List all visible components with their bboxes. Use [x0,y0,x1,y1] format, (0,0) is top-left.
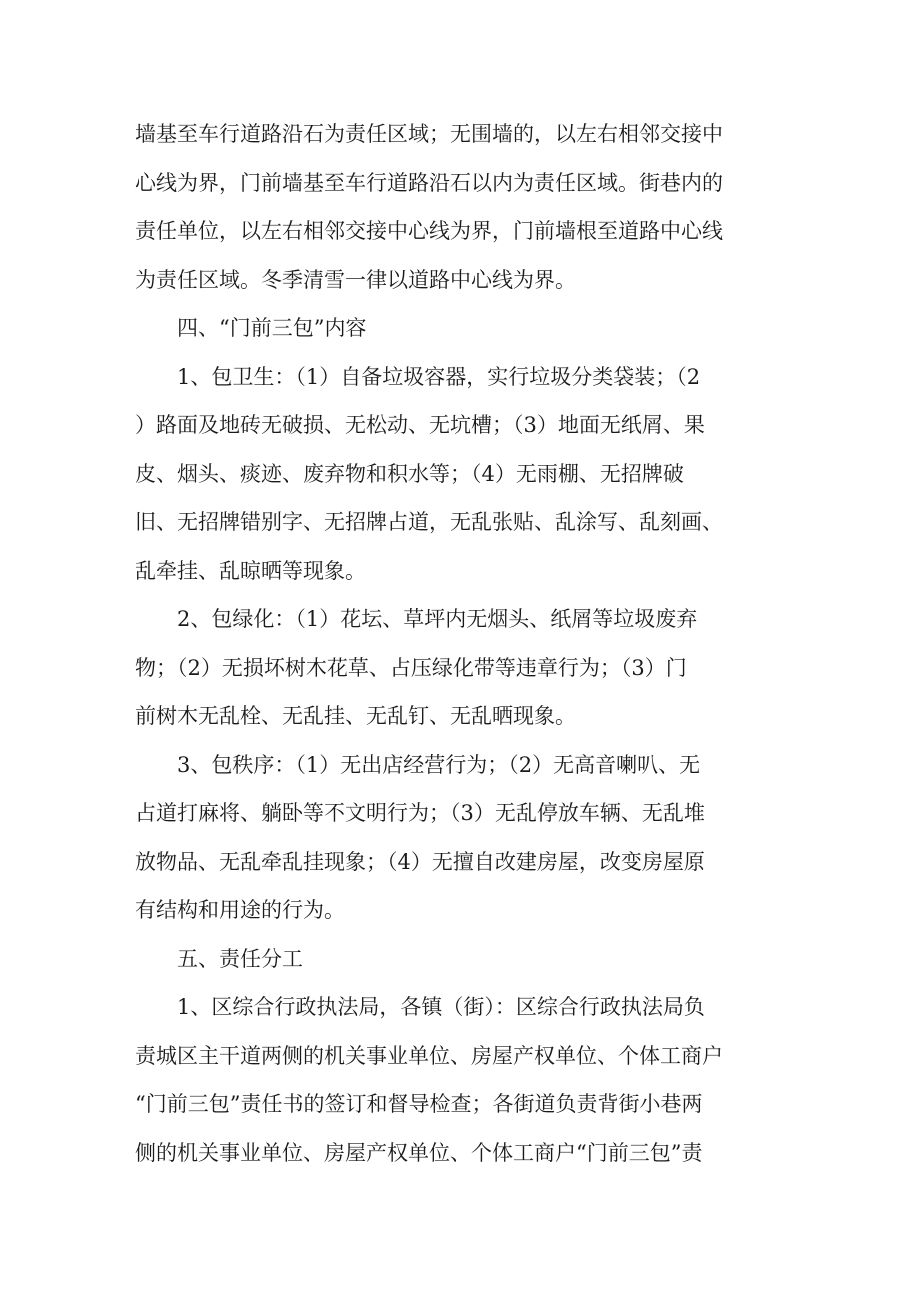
text-line: 放物品、无乱牵乱挂现象；（4）无擅自改建房屋，改变房屋原 [135,849,705,874]
text-line: 前树木无乱栓、无乱挂、无乱钉、无乱晒现象。 [135,704,576,728]
text-line: 1、包卫生：（1）自备垃圾容器，实行垃圾分类袋装；（2 [177,364,701,389]
text-line: 物；（2）无损坏树木花草、占压绿化带等违章行为；（3）门 [135,655,687,680]
paragraph-responsibility-area [135,110,785,304]
text-line: 责任单位，以左右相邻交接中心线为界，门前墙根至道路中心线 [135,219,723,243]
text-line: 墙基至车行道路沿石为责任区域；无围墙的，以左右相邻交接中 [135,122,723,146]
text-line: ）路面及地砖无破损、无松动、无坑槽；（3）地面无纸屑、果 [135,413,705,437]
text-line: 侧的机关事业单位、房屋产权单位、个体工商户“门前三包”责 [135,1140,703,1165]
text-line: 占道打麻将、躺卧等不文明行为；（3）无乱停放车辆、无乱堆 [135,801,705,825]
section-heading-four [135,304,785,353]
text-line: 心线为界，门前墙基至车行道路沿石以内为责任区域。街巷内的 [135,170,723,195]
text-line: “门前三包”责任书的签订和督导检查；各街道负责背街小巷两 [135,1092,703,1116]
paragraph-order [135,741,785,935]
text-line: 皮、烟头、痰迹、废弃物和积水等；（4）无雨棚、无招牌破 [135,461,684,486]
heading-text: 四、“门前三包”内容 [177,316,367,340]
text-line: 为责任区域。冬季清雪一律以道路中心线为界。 [135,267,576,292]
text-line: 责城区主干道两侧的机关事业单位、房屋产权单位、个体工商户 [135,1043,723,1068]
paragraph-greening [135,595,785,741]
paragraph-division-of-duties [135,983,785,1177]
paragraph-sanitation [135,353,785,596]
text-line: 旧、无招牌错别字、无招牌占道，无乱张贴、乱涂写、乱刻画、 [135,510,723,534]
text-line: 有结构和用途的行为。 [135,898,345,922]
text-line: 乱牵挂、乱晾晒等现象。 [135,558,366,583]
text-line: 1、区综合行政执法局，各镇（街）：区综合行政执法局负 [177,995,705,1019]
heading-text: 五、责任分工 [177,946,303,971]
document-body [135,110,785,1177]
text-line: 2、包绿化：（1）花坛、草坪内无烟头、纸屑等垃圾废弃 [177,607,698,631]
section-heading-five [135,935,785,984]
text-line: 3、包秩序：（1）无出店经营行为；（2）无高音喇叭、无 [177,752,701,777]
